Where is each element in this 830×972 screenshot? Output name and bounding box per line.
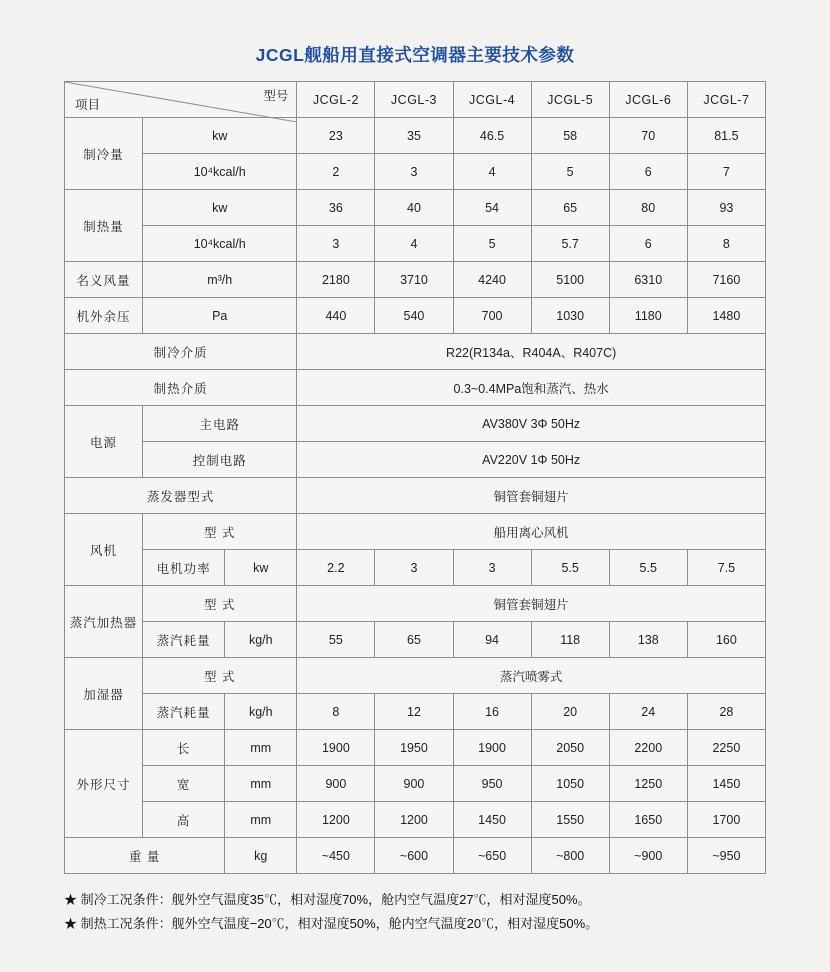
cell-value: 2180: [297, 262, 375, 298]
row-unit: kg: [225, 838, 297, 874]
cell-value: 138: [609, 622, 687, 658]
cell-value: 2200: [609, 730, 687, 766]
cell-value: 55: [297, 622, 375, 658]
row-sub-label: 控制电路: [143, 442, 297, 478]
table-row: [65, 838, 766, 874]
cell-value: 118: [531, 622, 609, 658]
cell-value: 6: [609, 154, 687, 190]
row-unit: kw: [143, 118, 297, 154]
cell-value: 23: [297, 118, 375, 154]
row-group-label: 重 量: [65, 838, 225, 874]
cell-value: 8: [687, 226, 765, 262]
cell-value: 20: [531, 694, 609, 730]
row-group-label: 外形尺寸: [65, 730, 143, 838]
cell-value: 1050: [531, 766, 609, 802]
table-row: [65, 334, 766, 370]
cell-value: 3710: [375, 262, 453, 298]
cell-value: 1450: [453, 802, 531, 838]
cell-value: 1900: [297, 730, 375, 766]
cell-value: 5.5: [609, 550, 687, 586]
table-row: [65, 586, 766, 622]
row-unit: m³/h: [143, 262, 297, 298]
cell-value: 2.2: [297, 550, 375, 586]
cell-value: 1180: [609, 298, 687, 334]
cell-value: 蒸汽喷雾式: [297, 658, 766, 694]
table-row: [65, 550, 766, 586]
cell-value: 440: [297, 298, 375, 334]
cell-value: 54: [453, 190, 531, 226]
row-sub-label: 型 式: [143, 586, 297, 622]
row-unit: Pa: [143, 298, 297, 334]
cell-value: 80: [609, 190, 687, 226]
table-row: [65, 442, 766, 478]
row-unit: mm: [225, 730, 297, 766]
row-unit: mm: [225, 766, 297, 802]
row-group-label: 制热量: [65, 190, 143, 262]
notes-section: [64, 888, 766, 936]
cell-value: AV380V 3Φ 50Hz: [297, 406, 766, 442]
cell-value: 5.5: [531, 550, 609, 586]
table-row: [65, 514, 766, 550]
row-sub-label: 电机功率: [143, 550, 225, 586]
cell-value: 40: [375, 190, 453, 226]
cell-value: 船用离心风机: [297, 514, 766, 550]
table-row: [65, 154, 766, 190]
row-sub-label: 型 式: [143, 514, 297, 550]
cell-value: 950: [453, 766, 531, 802]
cell-value: ~950: [687, 838, 765, 874]
table-row: [65, 802, 766, 838]
cell-value: 1450: [687, 766, 765, 802]
table-header-row: [65, 82, 766, 118]
cell-value: 1200: [375, 802, 453, 838]
model-header-cell: JCGL-3: [375, 82, 453, 118]
row-unit: kw: [143, 190, 297, 226]
cell-value: ~800: [531, 838, 609, 874]
cell-value: 94: [453, 622, 531, 658]
model-header-cell: JCGL-5: [531, 82, 609, 118]
cell-value: AV220V 1Φ 50Hz: [297, 442, 766, 478]
cell-value: 4240: [453, 262, 531, 298]
table-row: [65, 478, 766, 514]
table-row: [65, 658, 766, 694]
cell-value: 65: [531, 190, 609, 226]
cell-value: 900: [297, 766, 375, 802]
cell-value: ~600: [375, 838, 453, 874]
table-row: [65, 766, 766, 802]
cell-value: 1550: [531, 802, 609, 838]
row-sub-label: 型 式: [143, 658, 297, 694]
row-unit: kg/h: [225, 694, 297, 730]
row-sub-label: 宽: [143, 766, 225, 802]
row-sub-label: 主电路: [143, 406, 297, 442]
row-unit: 10⁴kcal/h: [143, 154, 297, 190]
row-group-label: 蒸发器型式: [65, 478, 297, 514]
cell-value: 81.5: [687, 118, 765, 154]
model-header-cell: JCGL-7: [687, 82, 765, 118]
cell-value: 1700: [687, 802, 765, 838]
note-line: ★ 制冷工况条件：舰外空气温度35℃，相对湿度70%，舱内空气温度27℃，相对湿度50%。: [64, 892, 591, 907]
row-sub-label: 蒸汽耗量: [143, 622, 225, 658]
cell-value: 铜管套铜翅片: [297, 478, 766, 514]
model-header-cell: JCGL-4: [453, 82, 531, 118]
cell-value: 3: [297, 226, 375, 262]
cell-value: 3: [453, 550, 531, 586]
cell-value: 0.3~0.4MPa饱和蒸汽、热水: [297, 370, 766, 406]
cell-value: 24: [609, 694, 687, 730]
row-group-label: 蒸汽加热器: [65, 586, 143, 658]
model-header-cell: JCGL-6: [609, 82, 687, 118]
row-unit: kg/h: [225, 622, 297, 658]
row-sub-label: 长: [143, 730, 225, 766]
cell-value: 900: [375, 766, 453, 802]
cell-value: 1950: [375, 730, 453, 766]
note-line: ★ 制热工况条件：舰外空气温度−20℃，相对湿度50%，舱内空气温度20℃，相对湿度50%。: [64, 916, 599, 932]
cell-value: ~650: [453, 838, 531, 874]
table-row: [65, 226, 766, 262]
row-sub-label: 蒸汽耗量: [143, 694, 225, 730]
cell-value: 58: [531, 118, 609, 154]
cell-value: 16: [453, 694, 531, 730]
cell-value: 5100: [531, 262, 609, 298]
spec-table-wrapper: [64, 81, 766, 874]
row-group-label: 名义风量: [65, 262, 143, 298]
row-unit: kw: [225, 550, 297, 586]
cell-value: 12: [375, 694, 453, 730]
cell-value: 3: [375, 154, 453, 190]
cell-value: 2: [297, 154, 375, 190]
table-row: [65, 298, 766, 334]
cell-value: R22(R134a、R404A、R407C): [297, 334, 766, 370]
table-row: [65, 118, 766, 154]
row-group-label: 制冷介质: [65, 334, 297, 370]
cell-value: 5: [453, 226, 531, 262]
table-row: [65, 406, 766, 442]
cell-value: ~450: [297, 838, 375, 874]
cell-value: 7.5: [687, 550, 765, 586]
row-sub-label: 高: [143, 802, 225, 838]
cell-value: 8: [297, 694, 375, 730]
cell-value: 1250: [609, 766, 687, 802]
cell-value: 46.5: [453, 118, 531, 154]
table-row: [65, 190, 766, 226]
cell-value: 1900: [453, 730, 531, 766]
cell-value: 1480: [687, 298, 765, 334]
row-group-label: 制热介质: [65, 370, 297, 406]
table-row: [65, 730, 766, 766]
cell-value: 6: [609, 226, 687, 262]
row-unit: mm: [225, 802, 297, 838]
cell-value: 7: [687, 154, 765, 190]
spec-table: [64, 81, 766, 874]
row-group-label: 电源: [65, 406, 143, 478]
header-corner-cell: [65, 82, 297, 118]
table-row: [65, 370, 766, 406]
cell-value: 28: [687, 694, 765, 730]
header-model-label: 型号: [263, 89, 289, 103]
cell-value: 1200: [297, 802, 375, 838]
cell-value: 700: [453, 298, 531, 334]
cell-value: 1650: [609, 802, 687, 838]
header-item-label: 项目: [75, 98, 101, 112]
table-row: [65, 694, 766, 730]
cell-value: 540: [375, 298, 453, 334]
cell-value: 2250: [687, 730, 765, 766]
row-group-label: 加湿器: [65, 658, 143, 730]
cell-value: 1030: [531, 298, 609, 334]
cell-value: 70: [609, 118, 687, 154]
row-group-label: 机外余压: [65, 298, 143, 334]
cell-value: 36: [297, 190, 375, 226]
table-row: [65, 622, 766, 658]
cell-value: 6310: [609, 262, 687, 298]
row-group-label: 制冷量: [65, 118, 143, 190]
cell-value: 5: [531, 154, 609, 190]
cell-value: 35: [375, 118, 453, 154]
row-group-label: 风机: [65, 514, 143, 586]
cell-value: 93: [687, 190, 765, 226]
cell-value: ~900: [609, 838, 687, 874]
cell-value: 4: [453, 154, 531, 190]
cell-value: 5.7: [531, 226, 609, 262]
cell-value: 65: [375, 622, 453, 658]
cell-value: 铜管套铜翅片: [297, 586, 766, 622]
table-row: [65, 262, 766, 298]
cell-value: 4: [375, 226, 453, 262]
cell-value: 2050: [531, 730, 609, 766]
cell-value: 7160: [687, 262, 765, 298]
page-title: JCGL舰船用直接式空调器主要技术参数: [255, 45, 575, 65]
cell-value: 3: [375, 550, 453, 586]
cell-value: 160: [687, 622, 765, 658]
row-unit: 10⁴kcal/h: [143, 226, 297, 262]
model-header-cell: JCGL-2: [297, 82, 375, 118]
